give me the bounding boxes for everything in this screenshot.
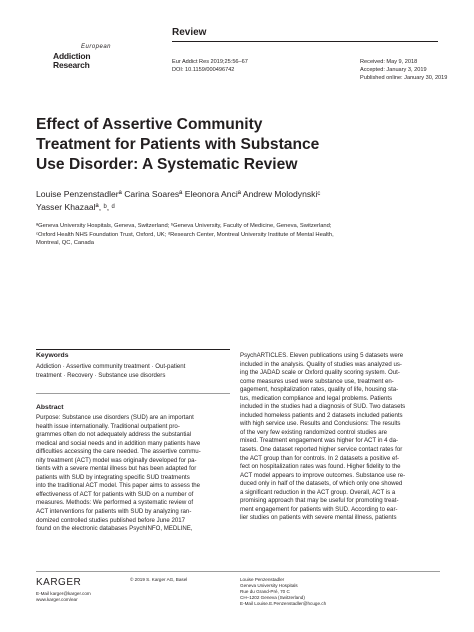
abstract-line: ACT model appears to improve outcomes. Substance use re- bbox=[240, 471, 406, 479]
keywords-rule bbox=[36, 349, 230, 350]
journal-logo bbox=[37, 44, 147, 78]
abstract-line: ing the JADAD scale or Oxford quality scoring system. Out- bbox=[240, 369, 400, 377]
abstract-line: patients with SUD by integrating specific SUD treatments bbox=[36, 473, 190, 481]
abstract-line: Purpose: Substance use disorders (SUD) are an important bbox=[36, 414, 194, 421]
received-date: Received: May 9, 2018 bbox=[360, 59, 418, 65]
abstract-line: fect on hospitalization rates was found. Higher fidelity to the bbox=[240, 463, 401, 471]
keywords-line: treatment · Recovery · Substance use disorders bbox=[36, 371, 166, 379]
abstract-line: medical and social needs and in addition many patients have bbox=[36, 439, 201, 447]
correspondence-line: Geneva University Hospitals bbox=[240, 583, 298, 588]
publisher-email: E-Mail karger@karger.com bbox=[36, 591, 91, 596]
affiliation-line: ᶜOxford Health NHS Foundation Trust, Oxford, UK; ᵈResearch Center, Montreal University Institute of Mental Health, bbox=[36, 231, 334, 238]
abstract-line: tus, medication compliance and legal problems. Patients bbox=[240, 394, 393, 402]
author-list bbox=[36, 188, 406, 214]
abstract-line: with high service use. Results and Conclusions: The results bbox=[240, 420, 401, 428]
abstract-line: of the very few existing randomized control studies are bbox=[240, 428, 387, 436]
abstract-line: gagement, hospitalization rates, quality of life, housing sta- bbox=[240, 386, 399, 394]
correspondence bbox=[240, 577, 326, 607]
published-date: Published online: January 30, 2019 bbox=[360, 75, 448, 81]
correspondence-email: E-Mail Louise.E.Penzenstadler@hcuge.ch bbox=[240, 601, 327, 606]
keywords-list bbox=[36, 363, 230, 380]
correspondence-line: CH–1202 Geneva (Switzerland) bbox=[240, 595, 305, 600]
abstract-line: promising approach that may be useful for promoting treat- bbox=[240, 497, 399, 505]
article-title bbox=[36, 115, 336, 175]
citation bbox=[172, 58, 248, 74]
abstract-line: the ACT group than for controls. In 2 datasets a positive ef- bbox=[240, 454, 400, 462]
footer-rule bbox=[36, 571, 440, 572]
authors-line: Yasser Khazaalª, ᵇ, ᵈ bbox=[36, 202, 115, 212]
abstract-line: PsychARTICLES. Eleven publications using 5 datasets were bbox=[240, 352, 404, 359]
abstract-line: tasets. One dataset reported higher service contact rates for bbox=[240, 446, 403, 454]
correspondence-line: Louise Penzenstadler bbox=[240, 577, 285, 582]
title-line: Treatment for Patients with Substance bbox=[36, 136, 320, 153]
affiliation-line: ªGeneva University Hospitals, Geneva, Switzerland; ᵇGeneva University, Faculty of Medicine, Geneva, Switzerland; bbox=[36, 223, 332, 229]
logo-line-european: European bbox=[81, 44, 112, 50]
authors-line: Louise Penzenstadlerª Carina Soaresª Eleonora Anciª Andrew Molodynskiᶜ bbox=[36, 189, 321, 199]
keywords-line: Addiction · Assertive community treatment · Out-patient bbox=[36, 363, 186, 370]
abstract-line: nity treatment (ACT) model was originally developed for pa- bbox=[36, 456, 197, 464]
abstract-line: found on the electronic databases PsychINFO, MEDLINE, bbox=[36, 525, 193, 533]
abstract-line: come measures used were substance use, treatment en- bbox=[240, 377, 394, 385]
abstract-line: included homeless patients and 2 datasets included patients bbox=[240, 411, 403, 419]
title-line: Effect of Assertive Community bbox=[36, 116, 263, 133]
abstract-right-column bbox=[240, 352, 440, 523]
abstract-line: included in the analysis. Quality of studies was analyzed us- bbox=[240, 360, 402, 368]
abstract-line: a significant reduction in the ACT group. Overall, ACT is a bbox=[240, 488, 396, 496]
abstract-line: health issue internationally. Traditional outpatient pro- bbox=[36, 422, 180, 430]
abstract-line: included in the studies had a diagnosis of SUD. Two datasets bbox=[240, 403, 406, 411]
copyright: © 2019 S. Karger AG, Basel bbox=[130, 577, 188, 582]
abstract-line: effectiveness of ACT for patients with SUD on a number of bbox=[36, 490, 194, 498]
affiliation-line: Montreal, QC, Canada bbox=[36, 240, 94, 247]
abstract-left-column bbox=[36, 414, 234, 534]
logo-line-addiction: Addiction bbox=[53, 51, 91, 61]
abstract-line: mixed. Treatment engagement was higher for ACT in 4 da- bbox=[240, 437, 399, 445]
abstract-line: duced only in half of the datasets, of which only one showed bbox=[240, 480, 403, 488]
abstract-line: ACT interventions for patients with SUD by analyzing ran- bbox=[36, 508, 192, 516]
publisher-logo: KARGER bbox=[36, 577, 82, 588]
abstract-line: tients with a severe mental illness but has been adapted for bbox=[36, 465, 197, 473]
publisher-contact bbox=[36, 591, 91, 603]
correspondence-line: Rue du Grand-Pré, 70 C bbox=[240, 589, 290, 594]
abstract-line: into the traditional ACT model. This paper aims to assess the bbox=[36, 482, 201, 490]
abstract-line: measures. Methods: We performed a systematic review of bbox=[36, 499, 194, 507]
title-line: Use Disorder: A Systematic Review bbox=[36, 156, 298, 173]
abstract-line: difficulties accessing the care needed. The assertive commu- bbox=[36, 448, 201, 456]
header-rule bbox=[172, 41, 438, 42]
section-label: Review bbox=[172, 27, 207, 38]
accepted-date: Accepted: January 3, 2019 bbox=[360, 67, 427, 73]
abstract-line: lier studies on patients with severe mental illness, patients bbox=[240, 514, 397, 522]
abstract-line: domized controlled studies published before June 2017 bbox=[36, 516, 186, 524]
publication-dates bbox=[360, 58, 447, 82]
doi-line: DOI: 10.1159/000496742 bbox=[172, 67, 235, 73]
abstract-line: ment engagement for patients with SUD. According to ear- bbox=[240, 505, 398, 513]
logo-line-research: Research bbox=[53, 60, 90, 70]
citation-line: Eur Addict Res 2019;25:56–67 bbox=[172, 59, 248, 65]
affiliations bbox=[36, 222, 396, 248]
abstract-line: grammes often do not adequately address the substantial bbox=[36, 431, 192, 439]
keywords-bottom-rule bbox=[36, 393, 230, 394]
publisher-website: www.karger.com/ear bbox=[36, 597, 78, 602]
abstract-heading: Abstract bbox=[36, 404, 64, 411]
keywords-heading: Keywords bbox=[36, 352, 69, 359]
